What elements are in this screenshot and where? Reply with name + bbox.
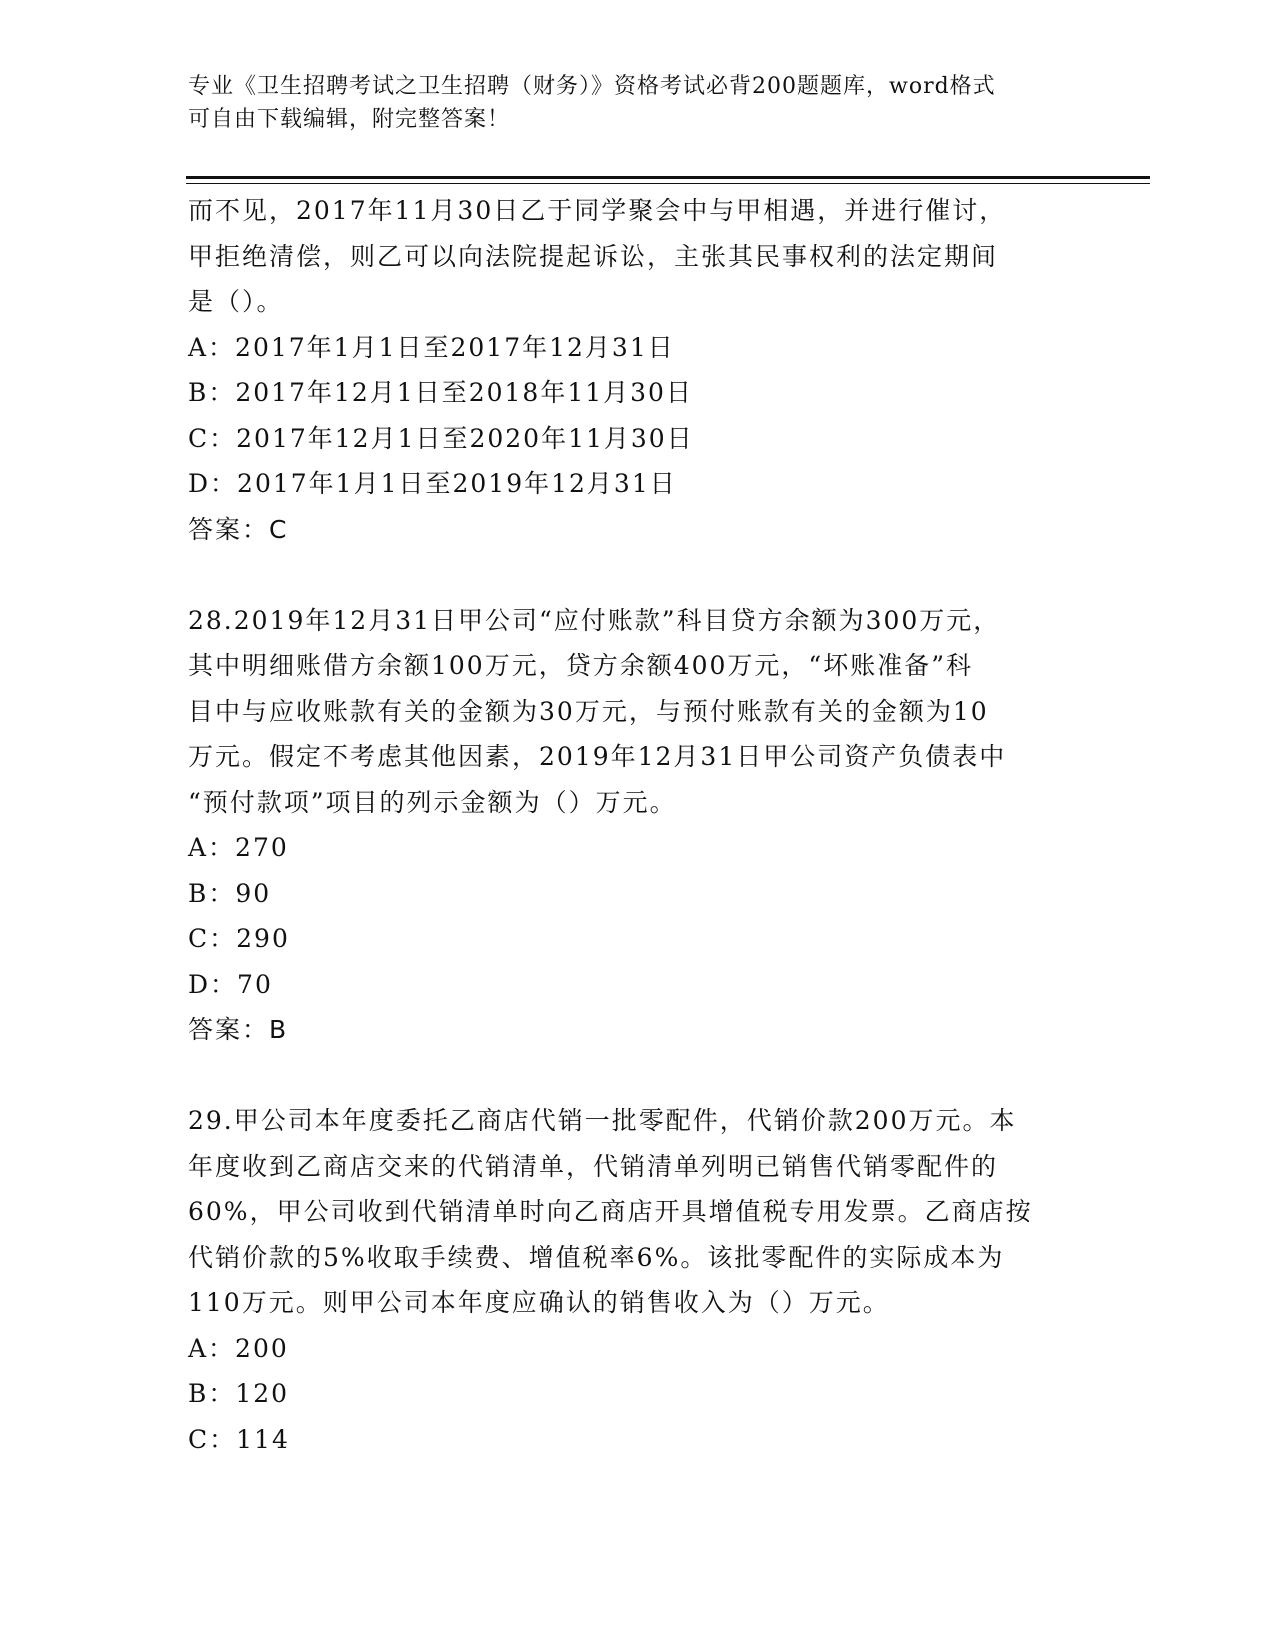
question-28 <box>188 598 1088 1053</box>
spacer <box>188 1053 1088 1099</box>
option-b: B：90 <box>188 878 272 908</box>
document-body <box>188 188 1088 1462</box>
question-text-line: 年度收到乙商店交来的代销清单，代销清单列明已销售代销零配件的 <box>188 1151 999 1181</box>
question-text-line: 110万元。则甲公司本年度应确认的销售收入为（）万元。 <box>188 1288 890 1317</box>
header-line-2: 可自由下载编辑，附完整答案！ <box>188 107 511 132</box>
question-text-line: 是（）。 <box>188 287 284 316</box>
option-c: C：2017年12月1日至2020年11月30日 <box>188 423 694 453</box>
document-header <box>188 70 1068 136</box>
answer-label: 答案：B <box>188 1015 289 1044</box>
question-text-line: 甲拒绝清偿，则乙可以向法院提起诉讼，主张其民事权利的法定期间 <box>188 241 999 271</box>
option-a: A：2017年1月1日至2017年12月31日 <box>188 332 675 362</box>
question-text-line: 代销价款的5%收取手续费、增值税率6%。该批零配件的实际成本为 <box>188 1242 1005 1272</box>
question-text-line: 万元。假定不考虑其他因素，2019年12月31日甲公司资产负债表中 <box>188 742 1007 771</box>
question-27 <box>188 188 1088 552</box>
spacer <box>188 552 1088 598</box>
answer-label: 答案：C <box>188 514 289 544</box>
question-text-line: 目中与应收账款有关的金额为30万元，与预付账款有关的金额为10 <box>188 696 989 726</box>
header-divider-thick <box>186 176 1150 179</box>
question-29 <box>188 1098 1088 1462</box>
header-divider-thin <box>186 183 1150 184</box>
question-text-line: 其中明细账借方余额100万元，贷方余额400万元，“坏账准备”科 <box>188 651 973 680</box>
option-d: D：2017年1月1日至2019年12月31日 <box>188 469 677 498</box>
header-line-1: 专业《卫生招聘考试之卫生招聘（财务）》资格考试必背200题题库，word格式 <box>188 74 996 99</box>
question-text-line: 28.2019年12月31日甲公司“应付账款”科目贷方余额为300万元， <box>188 605 1001 635</box>
option-b: B：120 <box>188 1379 290 1408</box>
question-text-line: “预付款项”项目的列示金额为（）万元。 <box>188 787 677 817</box>
option-a: A：200 <box>188 1333 289 1363</box>
question-text-line: 29.甲公司本年度委托乙商店代销一批零配件，代销价款200万元。本 <box>188 1106 1017 1135</box>
question-text-line: 60%，甲公司收到代销清单时向乙商店开具增值税专用发票。乙商店按 <box>188 1197 1033 1226</box>
question-text-line: 而不见，2017年11月30日乙于同学聚会中与甲相遇，并进行催讨， <box>188 196 1007 225</box>
option-c: C：290 <box>188 924 290 953</box>
option-d: D：70 <box>188 969 273 999</box>
option-c: C：114 <box>188 1424 290 1454</box>
option-b: B：2017年12月1日至2018年11月30日 <box>188 378 693 407</box>
option-a: A：270 <box>188 833 289 862</box>
